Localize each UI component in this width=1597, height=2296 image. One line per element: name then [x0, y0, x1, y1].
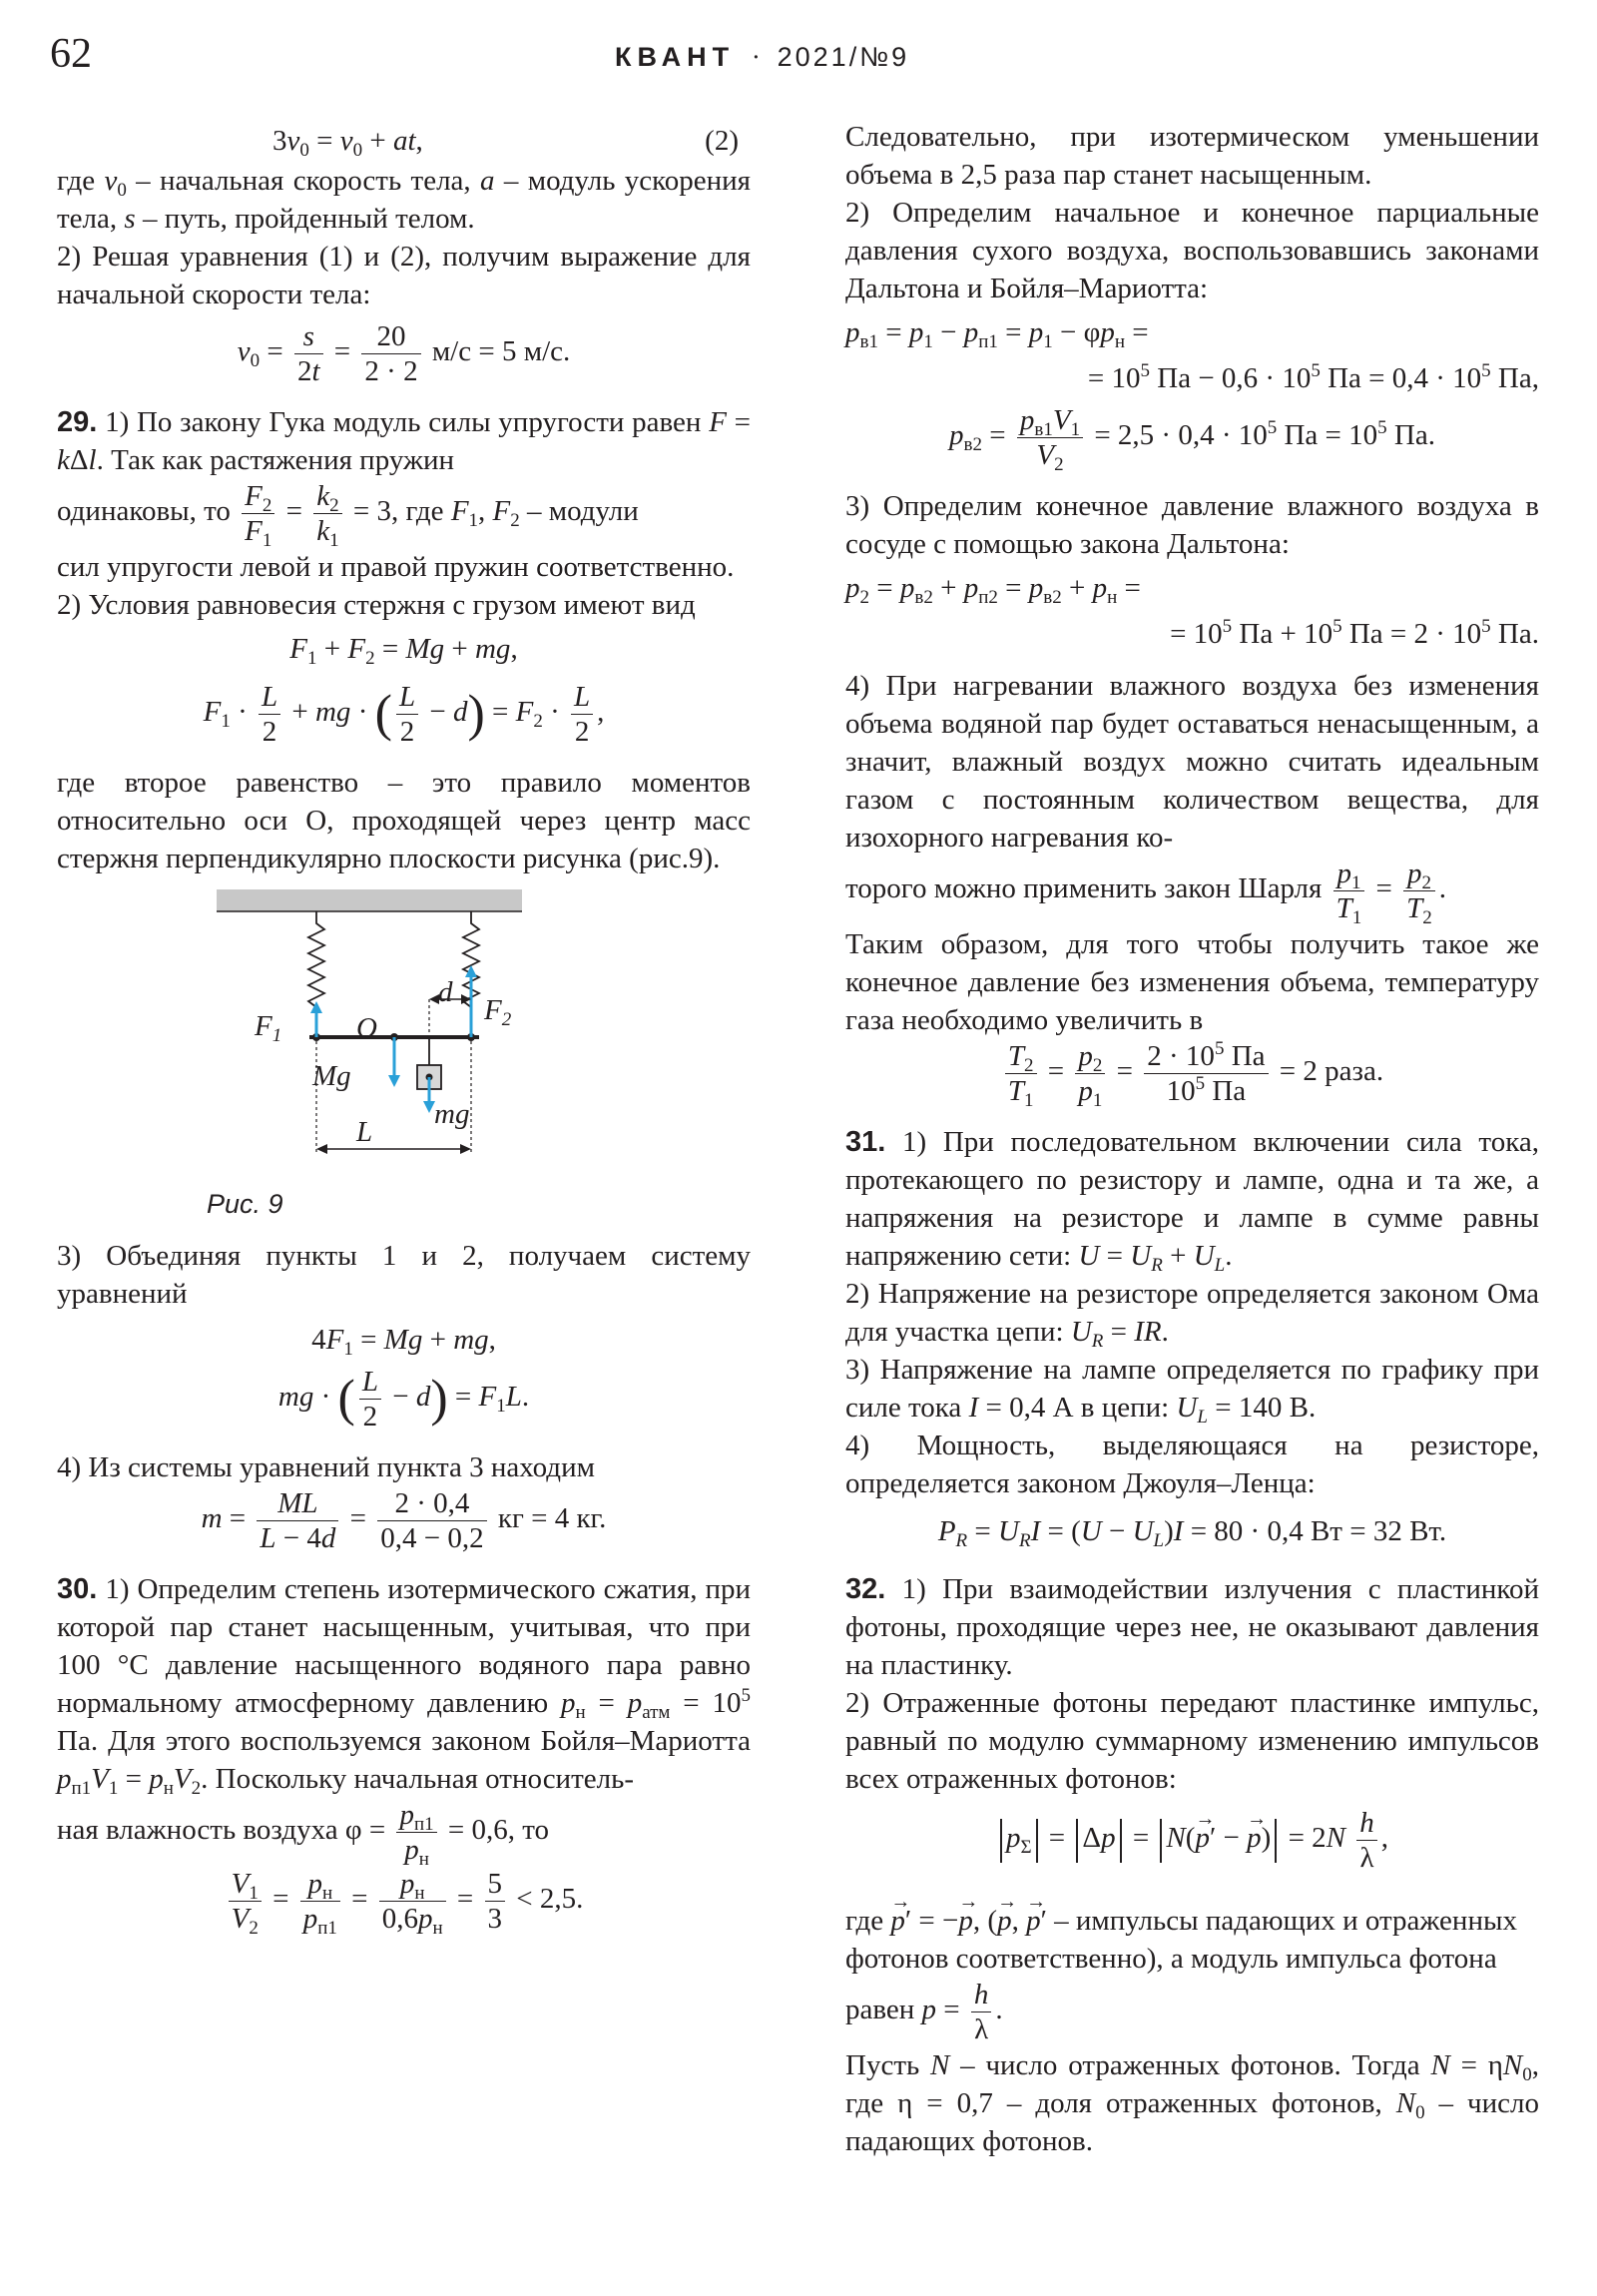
paragraph-29-c: сил упругости левой и правой пружин соответственно.	[57, 551, 735, 583]
equation-pv1-b: = $10^5$ Па − $0,6 \cdot 10^5$ Па = $0,4 \cdot 10^5$ Па,	[1087, 360, 1539, 394]
paragraph-31-b: 2) Напряжение на резисторе определяется законом Ома для участка цепи: $U_R$ = IR.	[845, 1278, 1539, 1352]
paragraph-31-d: 4) Мощность, выделяющаяся на резисторе, определяется законом Джоуля–Ленца:	[845, 1430, 1539, 1499]
problem-29-number: 29.	[57, 406, 98, 438]
label-f1: $F_1$	[255, 1010, 282, 1046]
equation-t: $\frac{T_2}{T_1}$ = $\frac{p_2}{p_1}$ = $\frac{2 \cdot 10^5 Па}{10^5 Па}$ = 2 раза.	[845, 1039, 1539, 1123]
paragraph-define-final: 3) Определим конечное давление влажного воздуха в сосуде с помощью закона Дальтона:	[845, 490, 1539, 560]
paragraph-define-partial: 2) Определим начальное и конечное парциальные давления сухого воздуха, воспользовавшись законами Дальтона и Бойля–Мариотта:	[845, 197, 1539, 304]
equation-m: m = $\frac{ML}{L - 4d}$ = $\frac{2 \cdot 0,4}{0,4 - 0,2}$ кг = 4 кг.	[201, 1487, 607, 1554]
label-mg: mg	[434, 1098, 470, 1130]
label-f2: $F_2$	[484, 994, 512, 1030]
paragraph-from-system: 4) Из системы уравнений пункта 3 находим	[57, 1451, 595, 1483]
paragraph-29-d: 2) Условия равновесия стержня с грузом имеют вид	[57, 589, 696, 621]
problem-31-number: 31.	[845, 1126, 886, 1158]
equation-volume-ratio: $\frac{V_1}{V_2}$ = $\frac{p_н}{p_{п1}}$ = $\frac{p_н}{0,6p_н}$ = $\frac{5}{3}$ < 2,5.	[57, 1867, 751, 1951]
equation-pr: $P_R = U_RI = (U - U_L)I = 80 \cdot 0,4$ Вт = 32 Вт.	[937, 1515, 1447, 1551]
paragraph-29-a: 29. 1) По закону Гука модуль силы упругости равен F = kΔl. Так как растяжения пружин	[57, 406, 752, 476]
equation-mgl: mg · ( $\frac{L}{2}$ − $d) = F_1L$.	[277, 1366, 530, 1433]
paragraph-heating: 4) При нагревании влажного воздуха без изменения объема водяной пар будет оставаться ненасыщенным, а значит, влажный воздух можно считать идеальным газом с постоянным количеством вещества, для изохорного нагревания ко-	[845, 670, 1539, 854]
equation-psum: $p_\Sigma = \Delta p = N(\to p'$ − → p) = 2N $\frac{h}{\lambda}$ ,	[845, 1798, 1539, 1902]
p29-b1: одинаковы, то	[57, 495, 231, 528]
ceiling	[217, 889, 522, 911]
equation-2-text: $3v_0 = v_0$ + at,	[272, 125, 423, 161]
paragraph-combine: 3) Объединяя пункты 1 и 2, получаем систему уравнений	[57, 1240, 751, 1310]
paragraph-29-b: одинаковы, то $\frac{F_2}{F_1}$ = $\frac{k_2}{k_1}$ = 3, где $F_1$, $F_2$ – модули	[57, 480, 639, 551]
equation-f1-f2: $F_1 + F_2 = Mg$ + mg,	[289, 633, 518, 669]
paragraph-31-c: 3) Напряжение на лампе определяется по графику при силе тока I = 0,4 А в цепи: $U_L = 140$ В.	[845, 1354, 1539, 1428]
equation-moments: $F_1$ · $\frac{L}{2}$ + mg · ( $\frac{L}{2}$ − $d) = F_2$ · $\frac{L}{2}$ ,	[203, 681, 605, 748]
right-column	[845, 118, 1539, 2160]
equation-v0-unit: м/с = 5 м/с.	[431, 335, 571, 368]
paragraph-let-n: Пусть N – число отраженных фотонов. Тогда $N = \eta N_0$, где η = 0,7 – доля отраженных фотонов, $N_0$ – число падающих фотонов.	[845, 2049, 1539, 2157]
equation-4f1: $4F_1 = Mg$ + mg,	[311, 1324, 496, 1360]
equation-t-tail: = 2 раза.	[1279, 1055, 1384, 1088]
header-separator: ·	[751, 42, 761, 72]
paragraph-where-v0: где $v_0$ – начальная скорость тела, a – модуль ускорения тела, s – путь, пройденный телом.	[57, 165, 751, 235]
equation-p2-b: = $10^5$ Па + $10^5$ Па = $2 \cdot 10^5$ Па.	[1170, 616, 1539, 650]
figure-caption: Рис. 9	[207, 1189, 283, 1219]
left-column	[57, 118, 751, 1951]
equation-pv1-a: $p_{в1} = p_1 - p_{п1} = p_1 - \varphi p_н$ =	[845, 316, 1149, 352]
figure-9	[57, 877, 751, 1237]
p30-b-tail: = 0,6, то	[447, 1814, 550, 1847]
equation-v0: $v_0$ = $\frac{s}{2t}$ = $\frac{20}{2 \cdot 2}$ м/с = 5 м/с.	[237, 320, 571, 387]
paragraph-where-p: где → p′ = −→ p, (→ p, → p′ – импульсы падающих и отраженных фотонов соответственно), а модуль импульса фотона равен p = $\frac{h}{\lambda}$ .	[845, 1902, 1539, 2046]
equation-2-tag: (2)	[705, 125, 739, 157]
paragraph-hence: Следовательно, при изотермическом уменьшении объема в 2,5 раза пар станет насыщенным.	[845, 121, 1539, 191]
issue-number: 2021/№9	[777, 42, 910, 72]
page-number: 62	[50, 31, 92, 77]
paragraph-thus: Таким образом, для того чтобы получить такое же конечное давление без изменения объема, температуру газа необходимо увеличить в	[845, 928, 1539, 1036]
equation-p2-a: $p_2 = p_{в2} + p_{п2} = p_{в2} + p_н$ =	[845, 572, 1141, 608]
running-header	[615, 38, 909, 76]
equation-pv2: $p_{в2}$ = $\frac{p_{в1}V_1}{V_2}$ = $2,5 \cdot 0,4 \cdot 10^5$ Па = $10^5$ Па.	[949, 404, 1435, 475]
paragraph-charles: торого можно применить закон Шарля $\frac{p_1}{T_1}$ = $\frac{p_2}{T_2}$ .	[845, 858, 1447, 928]
problem-32-number: 32.	[845, 1573, 886, 1605]
label-d: d	[438, 976, 453, 1008]
paragraph-31-a: 31. 1) При последовательном включении сила тока, протекающего по резистору и лампе, одна и та же, а напряжения на резисторе и лампе в сумме равны напряжению сети: $U = U_R + U_L$.	[845, 1126, 1539, 1276]
paragraph-32-a: 32. 1) При взаимодействии излучения с пластинкой фотоны, проходящие через нее, не оказывают давления на пластинку.	[845, 1573, 1539, 1681]
paragraph-30-a: 30. 1) Определим степень изотермического сжатия, при которой пар станет насыщенным, учитывая, что при 100 °C давление насыщенного водяного пара равно нормальному атмосферному давлению $p_н = p_{атм} = 10^5$ Па. Для этого воспользуемся законом Бойля–Мариотта $p_{п1}V_1 = p_нV_2$. Поскольку начальная относитель-	[57, 1573, 752, 1799]
equation-m-unit: кг = 4 кг.	[497, 1502, 607, 1535]
problem-30-number: 30.	[57, 1573, 98, 1605]
paragraph-solving: 2) Решая уравнения (1) и (2), получим выражение для начальной скорости тела:	[57, 241, 751, 310]
magazine-title: КВАНТ	[615, 42, 736, 72]
label-L: L	[356, 1116, 373, 1148]
paragraph-30-b: ная влажность воздуха φ = $\frac{p_{п1}}{p_н}$ = 0,6, то	[57, 1799, 550, 1870]
label-o: O	[356, 1012, 377, 1044]
p-charles-text: торого можно применить закон Шарля	[845, 872, 1323, 905]
equation-2	[57, 118, 751, 162]
paragraph-moments: где второе равенство – это правило моментов относительно оси O, проходящей через центр масс стержня перпендикулярно плоскости рисунка (рис.9).	[57, 767, 751, 874]
paragraph-32-b: 2) Отраженные фотоны передают пластинке импульс, равный по модулю суммарному изменению импульсов всех отраженных фотонов:	[845, 1687, 1539, 1795]
label-Mg: Mg	[312, 1060, 351, 1092]
figure-9-drawing	[142, 889, 541, 1209]
